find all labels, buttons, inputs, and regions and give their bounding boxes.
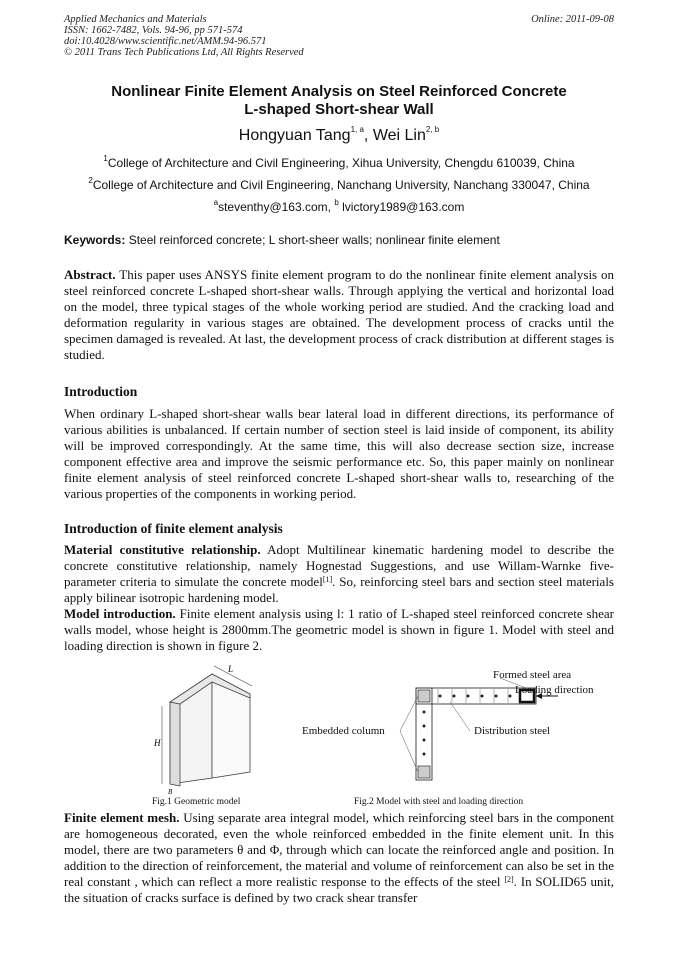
- abstract: [64, 267, 614, 363]
- affiliation-2-text: College of Architecture and Civil Engineering, Nanchang University, Nanchang 330047, China: [92, 178, 590, 192]
- paper-title-line1: Nonlinear Finite Element Analysis on Steel Reinforced Concrete: [111, 83, 567, 100]
- citation-2[interactable]: [2]: [504, 875, 514, 884]
- material-text-cont: . So, reinforcing steel bars and section steel materials apply bilinear isotropic hardening model.: [64, 574, 614, 605]
- mesh-text-cont: . In SOLID65 unit, the situation of cracks surface is defined by two crack shear transfer: [64, 874, 614, 905]
- material-label: Material constitutive relationship.: [64, 542, 261, 557]
- author-1-affil: 1, a: [350, 125, 364, 134]
- author-2: Wei Lin: [372, 127, 426, 144]
- label-formed-steel: Formed steel area: [493, 669, 572, 681]
- doi: doi:10.4028/www.scientific.net/AMM.94-96.571: [64, 36, 267, 47]
- online-date: Online: 2011-09-08: [531, 14, 614, 25]
- affiliation-2: [0, 178, 678, 192]
- label-loading-direction: Loading direction: [515, 684, 594, 696]
- introduction-text: When ordinary L-shaped short-shear walls bear lateral load in different directions, its performance of various abilities is unbalanced. If certain number of section steel is laid inside of component, its ability will be improved correspondingly. At the same time, this will also decrease section size, increase component effective area and improve the seismic performance etc. So, this paper mainly on nonlinear finite element analysis of steel reinforced concrete L-shaped short-shear walls to, researching of the various properties of the components in working period.: [64, 406, 614, 501]
- author-1: Hongyuan Tang: [238, 127, 351, 144]
- keywords: [64, 233, 500, 247]
- material-text: Adopt Multilinear kinematic hardening model to describe the concrete constitutive relationship, namely Hognestad Suggestions, and use Willam-Warnke five-parameter criteria to simulate the concrete model: [64, 542, 614, 589]
- email-a-sup: a: [213, 198, 219, 207]
- label-distribution-steel: Distribution steel: [474, 725, 551, 737]
- figure-2-caption: Fig.2 Model with steel and loading direction: [354, 797, 524, 807]
- dimension-t-label: B: [168, 788, 173, 795]
- affiliation-2-sup: 2: [88, 176, 93, 185]
- author-separator: ,: [363, 127, 373, 144]
- material-paragraph: [64, 542, 614, 606]
- figure-1-caption: Fig.1 Geometric model: [152, 797, 241, 807]
- model-text: Finite element analysis using l: 1 ratio of L-shaped steel reinforced concrete shear walls model, whose height is 2800mm.The geometric model is shown in figure 1. Model with steel and loading direction is shown in figure 2.: [64, 606, 614, 653]
- keywords-text: Steel reinforced concrete; L short-sheer walls; nonlinear finite element: [125, 233, 500, 247]
- affiliation-1-text: College of Architecture and Civil Engineering, Xihua University, Chengdu 610039, China: [107, 156, 575, 170]
- section-heading-introduction: Introduction: [64, 384, 138, 399]
- model-paragraph: [64, 606, 614, 654]
- mesh-text: Using separate area integral model, which reinforcing steel bars in the component are homogeneous decorated, even the whole reinforced embedded in the finite element unit. In this model, there are two parameters θ and Φ, through which can locate the reinforced angle and position. In addition to the direction of reinforcement, the material and volume of reinforcement can also be set in the real constant , which can reflect a more realistic response to the effects of the steel: [64, 810, 614, 889]
- label-embedded-column: Embedded column: [302, 725, 385, 737]
- dimension-l-label: L: [228, 664, 234, 674]
- authors: [0, 127, 678, 145]
- journal-name: Applied Mechanics and Materials: [64, 14, 207, 25]
- paper-title-line2: L-shaped Short-shear Wall: [244, 101, 434, 118]
- emails: [0, 200, 678, 214]
- author-2-affil: 2, b: [425, 125, 440, 134]
- model-label: Model introduction.: [64, 606, 176, 621]
- copyright: © 2011 Trans Tech Publications Ltd, All Rights Reserved: [64, 47, 304, 58]
- dimension-h-label: H: [154, 738, 161, 748]
- abstract-text: This paper uses ANSYS finite element program to do the nonlinear finite element analysis on steel reinforced concrete L-shaped short-shear walls. Through applying the vertical and horizontal load on the model, three typical stages of the whole working period are studied. And the cracking load and deformation regularity in various stages are obtained. The development process of cracks until the specimen damaged is revealed. At last, the development process of crack distribution at different stages is studied.: [64, 267, 614, 362]
- issn: ISSN: 1662-7482, Vols. 94-96, pp 571-574: [64, 25, 243, 36]
- email-b-sup: b: [334, 198, 339, 207]
- section-heading-fea: Introduction of finite element analysis: [64, 521, 283, 536]
- figure-1-geometric-model: [150, 660, 260, 795]
- citation-1[interactable]: [1]: [322, 575, 333, 584]
- abstract-label: Abstract.: [64, 267, 116, 282]
- keywords-label: Keywords:: [64, 233, 126, 247]
- email-a[interactable]: steventhy@163.com,: [218, 200, 335, 214]
- email-b[interactable]: lvictory1989@163.com: [338, 200, 465, 214]
- mesh-label: Finite element mesh.: [64, 810, 180, 825]
- affiliation-1-sup: 1: [103, 154, 108, 163]
- mesh-paragraph: [64, 810, 614, 906]
- affiliation-1: [0, 156, 678, 170]
